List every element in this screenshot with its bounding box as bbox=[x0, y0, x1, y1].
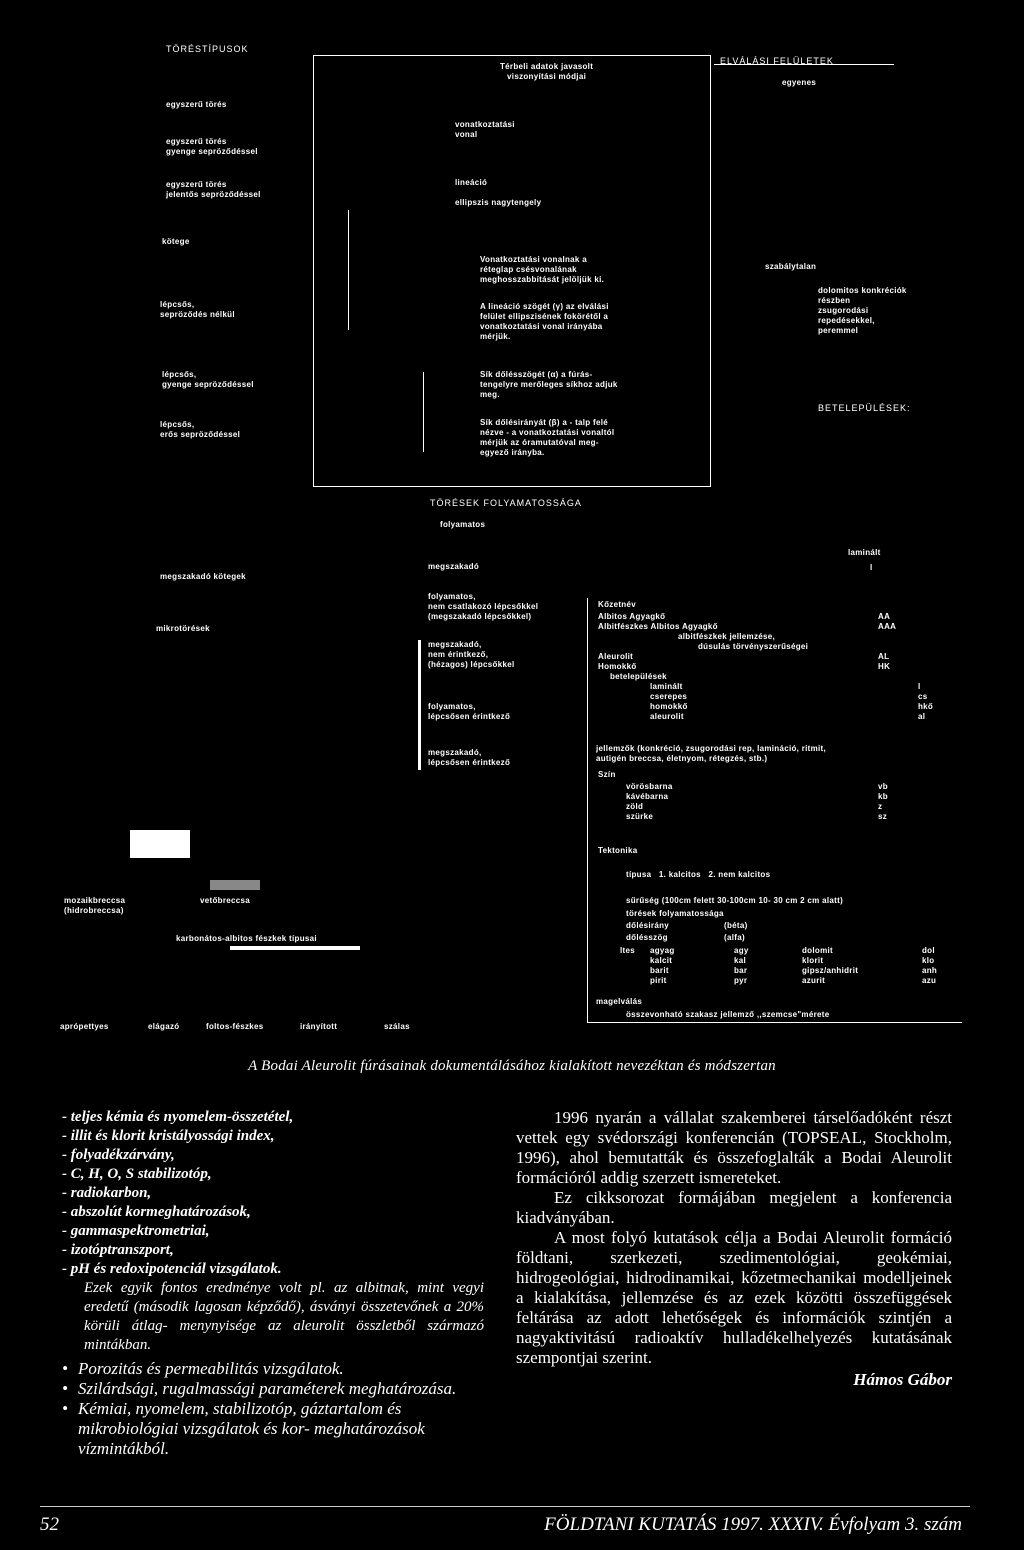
microfractures-label: mikrotörések bbox=[156, 624, 210, 633]
nest-type: szálas bbox=[384, 1022, 410, 1031]
separation-surfaces-title: ELVÁLÁSI FELÜLETEK bbox=[720, 56, 834, 66]
reference-line-text: Vonatkoztatási vonalnak a réteglap csésvonalának meghosszabbítását jelöljük ki. bbox=[480, 255, 605, 284]
fill-mineral: gipsz/anhidrit bbox=[802, 966, 859, 975]
continuity-type: folyamatos, nem csatlakozó lépcsőkkel (megszakadó lépcsőkkel) bbox=[428, 592, 539, 621]
rock-code bbox=[878, 642, 933, 652]
rock-code: l bbox=[918, 682, 921, 691]
analysis-item: - folyadékzárvány, bbox=[62, 1147, 175, 1163]
rock-name: cserepes bbox=[650, 692, 688, 701]
fracture-type-item: egyszerű törés gyenge sepröződéssel bbox=[166, 137, 258, 156]
fill-mineral: kalcit bbox=[650, 956, 673, 965]
analysis-item: - gammaspektrometriai, bbox=[62, 1223, 210, 1239]
rock-name: dúsulás törvényszerűségei bbox=[698, 642, 809, 651]
nest-type: foltos-fészkes bbox=[206, 1022, 264, 1031]
carbonate-nests-label: karbonátos-albitos fészkek típusai bbox=[176, 934, 317, 943]
fill-code: anh bbox=[922, 966, 938, 975]
lineation-angle-text: A lineáció szögét (γ) az elválási felület ellipszisének fokörétől a vonatkoztatási vonal irányába mérjük. bbox=[480, 302, 609, 341]
borehole-axis-line bbox=[348, 210, 349, 330]
fill-mineral: agyag bbox=[650, 946, 675, 955]
bullet-item: • Kémiai, nyomelem, stabilizotóp, gáztartalom és mikrobiológiai vizsgálatok és kor- meghatározások vízmintákból. bbox=[62, 1399, 425, 1458]
inclusions-title: BETELEPÜLÉSEK: bbox=[818, 403, 911, 413]
density-label: sűrűség (100cm felett 30-100cm 10- 30 cm 2 cm alatt) bbox=[626, 896, 844, 905]
parting-label: magelválás bbox=[596, 997, 643, 1006]
fracture-type-item: kötege bbox=[162, 237, 190, 246]
mosaic-breccia-label: mozaikbreccsa (hidrobreccsa) bbox=[64, 896, 126, 915]
rock-name: Albitfészkes Albitos Agyagkő bbox=[598, 622, 718, 631]
fill-code: azu bbox=[922, 976, 937, 985]
fracture-continuity-label: törések folyamatossága bbox=[626, 909, 724, 918]
fracture-type-item: lépcsős, gyenge sepröződéssel bbox=[162, 370, 254, 389]
continuity-type: megszakadó, nem érintkező, (hézagos) lépcsőkkel bbox=[428, 640, 515, 669]
reference-line-label: vonatkoztatási vonal bbox=[455, 120, 515, 139]
tectonics-types: típusa 1. kalcitos 2. nem kalcitos bbox=[626, 870, 771, 879]
continuity-title: TÖRÉSEK FOLYAMATOSSÁGA bbox=[430, 498, 582, 508]
tectonics-label: Tektonika bbox=[598, 846, 638, 855]
mosaic-breccia-sketch bbox=[130, 830, 190, 858]
color-code: vb bbox=[878, 782, 888, 791]
rock-code: AL bbox=[878, 652, 890, 661]
footer-rule bbox=[40, 1506, 970, 1507]
rock-code bbox=[878, 672, 933, 682]
dip-direction-code: (béta) bbox=[724, 921, 748, 930]
fill-table bbox=[650, 946, 937, 986]
nest-type: elágazó bbox=[148, 1022, 180, 1031]
left-column bbox=[62, 1108, 484, 1459]
bullet-item: • Porozitás és permeabilitás vizsgálatok. bbox=[62, 1359, 344, 1378]
fill-code: kal bbox=[734, 956, 747, 965]
borehole-bar bbox=[418, 640, 421, 770]
fill-code: bar bbox=[734, 966, 748, 975]
carbonate-nest-sketch bbox=[230, 946, 360, 950]
continuity-type: megszakadó, lépcsősen érintkező bbox=[428, 748, 511, 767]
irregular-label: szabálytalan bbox=[765, 262, 817, 271]
color-name: szürke bbox=[626, 812, 654, 821]
comparable-section-label: összevonható szakasz jellemző ,,szemcse"mérete bbox=[626, 1010, 830, 1019]
bullet-mark: • bbox=[62, 1399, 68, 1418]
color-name: vörösbarna bbox=[626, 782, 673, 791]
bullet-list bbox=[62, 1359, 484, 1459]
dolomite-concretions-label: dolomitos konkréciók részben zsugorodási repedésekkel, peremmel bbox=[818, 286, 907, 335]
author: Hámos Gábor bbox=[853, 1370, 952, 1389]
rock-name: betelepülések bbox=[610, 672, 667, 681]
analysis-item: - illit és klorit kristályossági index, bbox=[62, 1128, 275, 1144]
fracture-type-item: lépcsős, erős sepröződéssel bbox=[160, 420, 241, 439]
analysis-item: - abszolút kormeghatározások, bbox=[62, 1204, 251, 1220]
analysis-item: - izotóptranszport, bbox=[62, 1242, 174, 1258]
fill-mineral: dolomit bbox=[802, 946, 833, 955]
analysis-item: - C, H, O, S stabilizotóp, bbox=[62, 1166, 212, 1182]
bullet-item: • Szilárdsági, rugalmassági paraméterek meghatározása. bbox=[62, 1379, 457, 1398]
page-number: 52 bbox=[40, 1514, 59, 1535]
paragraph: A most folyó kutatások célja a Bodai Aleurolit formáció földtani, szerkezeti, szedimentológiai, geokémiai, hidrogeológiai, hidrodinamikai, kőzetmechanikai modelljeinek a kialakítása, jellemzése és az ezek közötti összefüggések feltárása az adott lehetőségek és információk szintjén a nagyaktivitású radioaktív hulladékelhelyezés kutatásának szempontjai szerint. bbox=[516, 1228, 952, 1367]
dip-direction-label: dőlésirány bbox=[626, 921, 670, 930]
interrupted-bundles-label: megszakadó kötegek bbox=[160, 572, 246, 581]
fracture-type-item: egyszerű törés bbox=[166, 100, 227, 109]
right-column bbox=[516, 1108, 952, 1390]
rock-code: cs bbox=[918, 692, 928, 701]
fill-mineral: azurit bbox=[802, 976, 826, 985]
nest-type: aprópettyes bbox=[60, 1022, 109, 1031]
dip-code: (alfa) bbox=[724, 933, 745, 942]
rock-code: AAA bbox=[878, 622, 897, 631]
rock-name: Albitos Agyagkő bbox=[598, 612, 666, 621]
figure-caption: A Bodai Aleurolit fúrásainak dokumentálásához kialakított nevezéktan és módszertan bbox=[248, 1058, 776, 1074]
analysis-item: - teljes kémia és nyomelem-összetétel, bbox=[62, 1109, 294, 1125]
straight-label: egyenes bbox=[782, 78, 817, 87]
journal-title: FÖLDTANI KUTATÁS 1997. XXXIV. Évfolyam 3. szám bbox=[544, 1514, 962, 1535]
rock-name: Homokkő bbox=[598, 662, 637, 671]
color-name: kávébarna bbox=[626, 792, 669, 801]
rock-code bbox=[878, 632, 933, 642]
paragraph: Ez cikksorozat formájában megjelent a konferencia kiadványában. bbox=[516, 1188, 952, 1227]
rock-table bbox=[598, 612, 933, 722]
bullet-mark: • bbox=[62, 1359, 68, 1378]
dip-label: dőlésszög bbox=[626, 933, 668, 942]
fill-code: dol bbox=[922, 946, 935, 955]
laminated-code: l bbox=[870, 563, 873, 572]
rock-code: al bbox=[918, 712, 926, 721]
vein-breccia-sketch bbox=[210, 880, 260, 890]
color-table bbox=[626, 782, 888, 822]
color-code: kb bbox=[878, 792, 888, 801]
fill-code: klo bbox=[922, 956, 935, 965]
fill-mineral: barit bbox=[650, 966, 669, 975]
color-name: zöld bbox=[626, 802, 644, 811]
fill-mineral: klorit bbox=[802, 956, 824, 965]
ellipse-axis-label: ellipszis nagytengely bbox=[455, 198, 542, 207]
albite-note: Ezek egyik fontos eredménye volt pl. az albitnak, mint vegyi eredetű (második lagosan képződő), ásványi összetevőnek a 20% körüli átlag- menynyisége az aleurolit összletből származó mintákban. bbox=[84, 1280, 484, 1353]
dip-direction-text: Sík dőlésirányát (β) a - talp felé nézve - a vonatkoztatási vonaltól mérjük az óramutatóval meg- egyező irányba. bbox=[480, 418, 615, 457]
continuous-label: folyamatos bbox=[440, 520, 486, 529]
fill-label: ltes bbox=[620, 946, 635, 955]
bullet-mark: • bbox=[62, 1379, 68, 1398]
lineation-label: lineáció bbox=[455, 178, 488, 187]
color-code: z bbox=[878, 802, 883, 811]
dip-angle-text: Sík dőlésszögét (α) a fúrás- tengelyre merőleges síkhoz adjuk meg. bbox=[480, 370, 618, 399]
color-code: sz bbox=[878, 812, 888, 821]
paragraph: 1996 nyarán a vállalat szakemberei társelőadóként részt vettek egy svédországi konferencián (TOPSEAL, Stockholm, 1996), ahol bemutatták és összefoglalták a Bodai Aleurolit formációról addig szerzett ismereteket. bbox=[516, 1108, 952, 1187]
fill-code: agy bbox=[734, 946, 749, 955]
vein-breccia-label: vetőbreccsa bbox=[200, 896, 250, 905]
spatial-data-title: Térbeli adatok javasolt viszonyítási módjai bbox=[500, 62, 594, 81]
borehole-axis-line bbox=[423, 372, 424, 452]
rock-code: HK bbox=[878, 662, 891, 671]
fill-mineral: pirit bbox=[650, 976, 667, 985]
rock-name: aleurolit bbox=[650, 712, 684, 721]
fracture-type-item: egyszerű törés jelentős sepröződéssel bbox=[166, 180, 261, 199]
rock-name: homokkő bbox=[650, 702, 688, 711]
continuity-type: folyamatos, lépcsősen érintkező bbox=[428, 702, 511, 721]
nest-type: irányított bbox=[300, 1022, 338, 1031]
analysis-item: - radiokarbon, bbox=[62, 1185, 152, 1201]
divider bbox=[587, 1022, 962, 1023]
analysis-item: - pH és redoxipotenciál vizsgálatok. bbox=[62, 1261, 282, 1277]
fill-code: pyr bbox=[734, 976, 748, 985]
rock-name: albitfészkek jellemzése, bbox=[678, 632, 776, 641]
rock-name: Aleurolit bbox=[598, 652, 634, 661]
rock-name-header: Kőzetnév bbox=[598, 600, 636, 609]
fracture-types-title: TÖRÉSTÍPUSOK bbox=[166, 44, 249, 54]
continuity-type: megszakadó bbox=[428, 562, 480, 571]
laminated-label: laminált bbox=[848, 548, 881, 557]
color-title: Szín bbox=[598, 770, 616, 779]
fracture-type-item: lépcsős, sepröződés nélkül bbox=[160, 300, 235, 319]
rock-code: AA bbox=[878, 612, 891, 621]
analysis-list bbox=[62, 1108, 484, 1279]
rock-name: laminált bbox=[650, 682, 683, 691]
features-label: jellemzők (konkréció, zsugorodási rep, lamináció, ritmit, autigén breccsa, életnyom, rétegzés, stb.) bbox=[596, 744, 827, 763]
rock-code: hkő bbox=[918, 702, 934, 711]
